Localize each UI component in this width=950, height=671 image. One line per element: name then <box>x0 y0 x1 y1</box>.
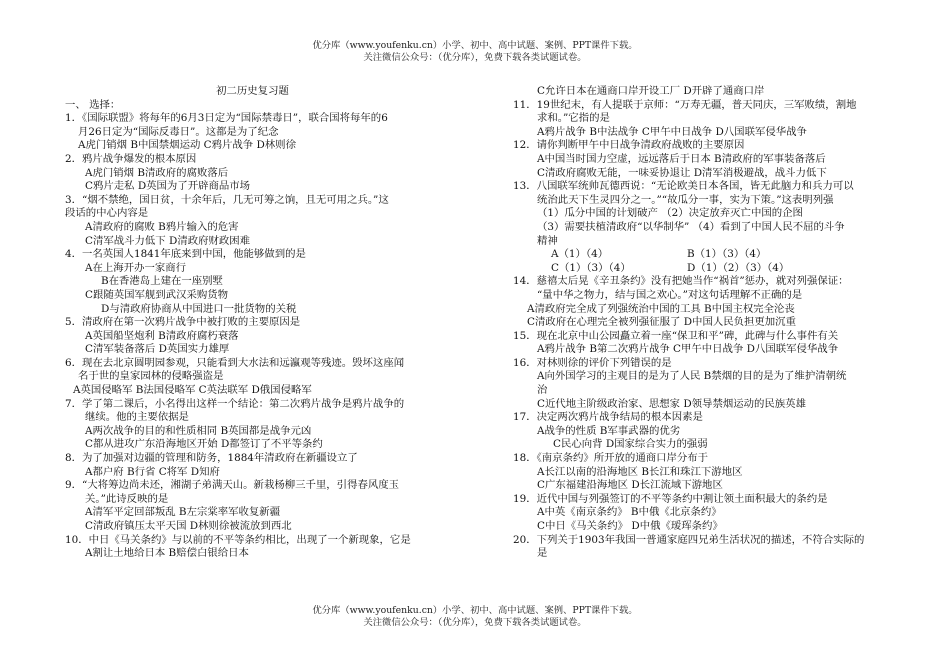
question-15-options: A鸦片战争 B第二次鸦片战争 C甲午中日战争 D八国联军侵华战争 <box>537 343 839 356</box>
question-11-line-2: 求和。”它指的是 <box>537 112 610 125</box>
question-3-options-1: A清政府的腐败 B鸦片输入的危害 <box>85 220 239 233</box>
doc-title: 初二历史复习题 <box>216 85 289 97</box>
question-5 <box>65 316 440 357</box>
question-20 <box>513 534 893 561</box>
question-3-line-1: 3．“烟不禁绝，国日贫，十余年后，几无可筹之饷，且无可用之兵。”这 <box>65 193 389 206</box>
question-20-line-2: 是 <box>537 547 548 560</box>
question-19-options-2: C中日《马关条约》 D中俄《瑷珲条约》 <box>537 520 723 532</box>
question-4-stem: 4．一名英国人1841年底来到中国，他能够做到的是 <box>65 248 306 261</box>
question-5-stem: 5．清政府在第一次鸦片战争中被打败的主要原因是 <box>65 316 301 329</box>
page-footer <box>0 605 950 628</box>
question-11 <box>513 99 893 140</box>
question-19-stem: 19．近代中国与列强签订的不平等条约中割让领土面积最大的条约是 <box>513 492 828 505</box>
question-12-options-2: C清政府腐败无能，一味妥协退让 D清军消极避战，战斗力低下 <box>537 166 827 179</box>
question-13 <box>513 180 893 275</box>
header-line-2: 关注微信公众号：（优分库），免费下载各类试题试卷。 <box>363 51 587 63</box>
question-6-line-1: 6．现在去北京圆明园参观，只能看到大水法和远瀛观等残迹。毁坏这座闻 <box>65 356 405 369</box>
question-4-option-a: A在上海开办一家商行 <box>85 261 187 274</box>
question-13-statements-2: （3）需要扶植清政府“以华制华” （4）看到了中国人民不屈的斗争 <box>537 220 845 233</box>
question-15 <box>513 330 893 357</box>
question-9-line-2: 关。”此诗反映的是 <box>85 492 169 505</box>
question-12-stem: 12．请你判断甲午中日战争清政府战败的主要原因 <box>513 139 745 152</box>
question-6-options: A英国侵略军 B法国侵略军 C英法联军 D俄国侵略军 <box>73 384 312 397</box>
question-9 <box>65 479 440 533</box>
question-1-line-1: 1．《国际联盟》将每年的6月3日定为“国际禁毒日”，联合国将每年的6 <box>65 112 388 125</box>
question-17-options-1: A战争的性质 B军事武器的优劣 <box>537 424 681 437</box>
right-column <box>513 85 893 561</box>
header-line-1: 优分库（www.youfenku.cn）小学、初中、高中试题、案例、PPT课件下载。 <box>312 40 638 51</box>
question-11-line-1: 11．19世纪末，有人提联于京师：“万寿无疆，普天同庆，三军败绩，割地 <box>513 98 857 111</box>
question-2 <box>65 153 440 194</box>
question-10 <box>65 534 440 561</box>
question-7-line-1: 7．学了第二课后，小名得出这样一个结论：第二次鸦片战争是鸦片战争的 <box>65 397 405 410</box>
question-19 <box>513 493 893 534</box>
question-5-options-1: A英国船坚炮利 B清政府腐朽衰落 <box>85 329 239 342</box>
question-2-options-1: A虎门销烟 B清政府的腐败落后 <box>85 166 229 179</box>
question-4-option-d: D与清政府协商从中国进口一批货物的关税 <box>101 302 297 315</box>
question-1-options: A虎门销烟 B中国禁烟运动 C鸦片战争 D林则徐 <box>78 139 296 152</box>
question-13-option-c: C（1）（3）（4） <box>551 261 631 274</box>
question-17-options-2: C民心向背 D国家综合实力的强弱 <box>553 438 708 451</box>
question-4-option-b: B在香港岛上建在一座别墅 <box>101 275 223 288</box>
section-heading: 一、 选择： <box>65 98 121 111</box>
question-16-options-1: A向外国学习的主观目的是为了人民 B禁烟的目的是为了维护清朝统 <box>537 370 847 383</box>
question-9-options-1: A清军平定回部叛乱 B左宗棠率军收复新疆 <box>85 506 281 519</box>
question-7-line-2: 继续。他的主要依据是 <box>85 411 189 424</box>
question-16-stem: 16．对林则徐的评价下列错误的是 <box>513 356 672 369</box>
question-14 <box>513 275 893 329</box>
question-17-stem: 17．决定两次鸦片战争结局的根本因素是 <box>513 411 703 424</box>
question-4 <box>65 248 440 316</box>
page-header <box>0 40 950 63</box>
question-13-options-1 <box>513 248 893 262</box>
question-7-options-1: A两次战争的目的和性质相同 B英国都是战争元凶 <box>85 424 312 437</box>
question-18-options-2: C广东福建沿海地区 D长江流域下游地区 <box>537 479 723 492</box>
question-8-stem: 8．为了加强对边疆的管理和防务，1884年清政府在新疆设立了 <box>65 452 358 465</box>
question-12 <box>513 139 893 180</box>
question-7-options-2: C都从进攻广东沿海地区开始 D都签订了不平等条约 <box>85 438 323 451</box>
question-8 <box>65 452 440 479</box>
question-8-options: A都户府 B行省 C将军 D知府 <box>85 465 220 478</box>
question-2-stem: 2．鸦片战争爆发的根本原因 <box>65 152 197 165</box>
question-12-options-1: A中国当时国力空虚，远远落后于日本 B清政府的军事装备落后 <box>537 152 826 165</box>
question-13-line-2: 统治此天下生灵四分之一。”“故瓜分一事，实为下策。”这表明列强 <box>537 193 834 206</box>
footer-line-1: 优分库（www.youfenku.cn）小学、初中、高中试题、案例、PPT课件下载。 <box>312 605 638 616</box>
question-2-options-2: C鸦片走私 D英国为了开辟商品市场 <box>85 180 251 193</box>
question-18-stem: 18．《南京条约》所开放的通商口岸分布于 <box>513 452 709 465</box>
footer-line-2: 关注微信公众号：（优分库），免费下载各类试题试卷。 <box>363 616 587 628</box>
left-column <box>65 85 440 561</box>
question-9-options-2: C清政府镇压太平天国 D林则徐被流放到西北 <box>85 520 292 532</box>
question-17 <box>513 411 893 452</box>
question-10-options-1: A割让土地给日本 B赔偿白银给日本 <box>85 547 249 560</box>
question-13-option-d: D（1）（2）（3）（4） <box>687 261 790 274</box>
question-10-options-2: C允许日本在通商口岸开设工厂 D开辟了通商口岸 <box>537 85 765 97</box>
question-18 <box>513 452 893 493</box>
question-14-line-2: “量中华之物力，结与国之欢心。”对这句话理解不正确的是 <box>537 288 803 301</box>
question-13-options-2 <box>513 262 893 276</box>
question-13-statements-1: （1）瓜分中国的计划破产 （2）决定放弃灭亡中国的企图 <box>537 207 803 220</box>
question-9-line-1: 9．“大将筹边尚未还，湘湖子弟满天山。新栽杨柳三千里，引得春风度玉 <box>65 479 400 492</box>
question-13-option-b: B（1）（3）（4） <box>687 248 767 261</box>
question-3 <box>65 194 440 248</box>
question-14-options-2: C清政府在心理完全被列强征服了 D中国人民负担更加沉重 <box>527 316 796 329</box>
question-14-options-1: A清政府完全成了列强统治中国的工具 B中国主权完全沦丧 <box>527 302 795 315</box>
question-1-line-2: 月26日定为“国际反毒日”。这都是为了纪念 <box>78 125 279 138</box>
question-5-options-2: C清军装备落后 D英国实力雄厚 <box>85 343 230 356</box>
question-20-line-1: 20．下列关于1903年我国一普通家庭四兄弟生活状况的描述，不符合实际的 <box>513 533 865 546</box>
question-16 <box>513 357 893 411</box>
question-3-line-2: 段话的中心内容是 <box>65 207 149 220</box>
question-16-options-2: C近代地主阶级政治家、思想家 D领导禁烟运动的民族英雄 <box>537 397 806 410</box>
question-19-options-1: A中英《南京条约》 B中俄《北京条约》 <box>537 506 722 519</box>
question-6 <box>65 357 440 398</box>
question-13-option-a: A（1）（4） <box>551 248 609 261</box>
question-10-stem: 10．中日《马关条约》与以前的不平等条约相比，出现了一个新现象，它是 <box>65 533 411 546</box>
question-11-options: A鸦片战争 B中法战争 C甲午中日战争 D八国联军侵华战争 <box>537 125 807 138</box>
question-7 <box>65 398 440 452</box>
question-18-options-1: A长江以南的沿海地区 B长江和珠江下游地区 <box>537 465 743 478</box>
question-13-statements-3: 精神 <box>537 234 558 247</box>
question-4-option-c: C跟随英国军舰到武汉采购货物 <box>85 288 229 301</box>
question-1 <box>65 112 440 153</box>
question-6-line-2: 名于世的皇家园林的侵略强盗是 <box>78 370 224 383</box>
question-3-options-2: C清军战斗力低下 D清政府财政困难 <box>85 234 251 247</box>
question-14-line-1: 14．慈禧太后晃《辛丑条约》没有把她当作“祸首”惩办，就对列强保证： <box>513 275 849 288</box>
question-13-line-1: 13．八国联军统帅瓦德西说：“无论欧美日本各国，皆无此脑力和兵力可以 <box>513 180 854 193</box>
question-16-options-1-cont: 治 <box>537 384 548 397</box>
question-15-stem: 15．现在北京中山公园矗立着一座“保卫和平”碑，此碑与什么事件有关 <box>513 329 839 342</box>
